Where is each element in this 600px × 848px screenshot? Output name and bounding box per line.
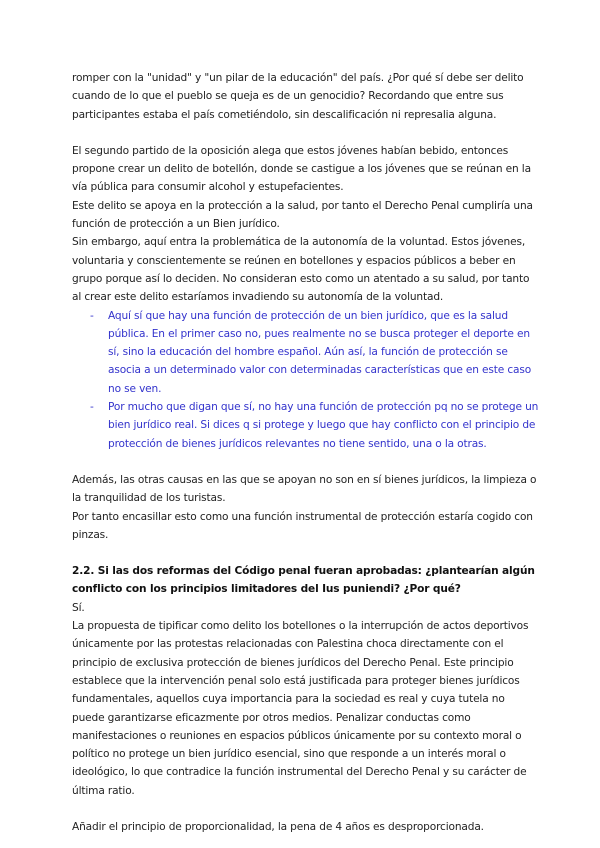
list-item bbox=[72, 307, 540, 398]
bullet-text: Por mucho que digan que sí, no hay una función de protección pq no se protege un bien jurídico real. Si dices q si protege y luego que hay conflicto con el principio de protección de bienes jurídicos relevantes no tiene sentido, una o la otras. bbox=[108, 401, 539, 450]
bullet-marker: - bbox=[90, 401, 94, 414]
section-body: La propuesta de tipificar como delito los botellones o la interrupción de actos deportivos únicamente por las protestas relacionadas con Palestina choca directamente con el principio de exclusiva protección de bienes jurídicos del Derecho Penal. Este principio establece que la intervención penal solo está justificada para proteger bienes jurídicos fundamentales, aquellos cuya importancia para la sociedad es real y cuya tutela no puede garantizarse eficazmente por otros medios. Penalizar conductas como manifestaciones o reuniones en espacios públicos únicamente por su contexto moral o político no protege un bien jurídico esencial, sino que responde a un interés moral o ideológico, lo que contradice la función instrumental del Derecho Penal y su carácter de última ratio. bbox=[72, 620, 529, 797]
paragraph-other-causes: Además, las otras causas en las que se apoyan no son en sí bienes jurídicos, la limpieza o la tranquilidad de los turistas. bbox=[72, 473, 537, 505]
section-heading: 2.2. Si las dos reformas del Código penal fueran aprobadas: ¿plantearían algún conflicto con los principios limitadores del Ius puniendi? ¿Por qué? bbox=[72, 565, 535, 596]
paragraph-opposition: El segundo partido de la oposición alega que estos jóvenes habían bebido, entonces propone crear un delito de botellón, donde se castigue a los jóvenes que se reúnan en la vía pública para consumir alcohol y estupefacientes. bbox=[72, 144, 531, 194]
bullet-list bbox=[72, 307, 540, 453]
paragraph-autonomy: Sin embargo, aquí entra la problemática de la autonomía de la voluntad. Estos jóvenes, voluntaria y conscientemente se reúnen en botellones y espacios públicos a beber en grupo porque así lo deciden. No consideran esto como un atentado a su salud, por tanto al crear este delito estaríamos invadiendo su autonomía de la voluntad. bbox=[72, 236, 530, 304]
paragraph-conclusion: Por tanto encasillar esto como una función instrumental de protección estaría cogido con pinzas. bbox=[72, 510, 533, 541]
paragraph-intro: romper con la "unidad" y "un pilar de la educación" del país. ¿Por qué sí debe ser delito cuando de lo que el pueblo se queja es de un genocidio? Recordando que entre sus participantes estaba el país cometiéndolo, sin descalificación ni represalia alguna. bbox=[72, 72, 524, 121]
section-answer: Sí. bbox=[72, 601, 85, 614]
bullet-text: Aquí sí que hay una función de protección de un bien jurídico, que es la salud pública. En el primer caso no, pues realmente no se busca proteger el deporte en sí, sino la educación del hombre español. Aún así, la función de protección se asocia a un determinado valor con determinadas características que en este caso no se ven. bbox=[108, 309, 532, 395]
bullet-marker: - bbox=[90, 309, 94, 322]
list-item bbox=[72, 398, 540, 453]
paragraph-health: Este delito se apoya en la protección a la salud, por tanto el Derecho Penal cumpliría una función de protección a un Bien jurídico. bbox=[72, 199, 533, 231]
section-final: Añadir el principio de proporcionalidad, la pena de 4 años es desproporcionada. bbox=[72, 820, 484, 833]
